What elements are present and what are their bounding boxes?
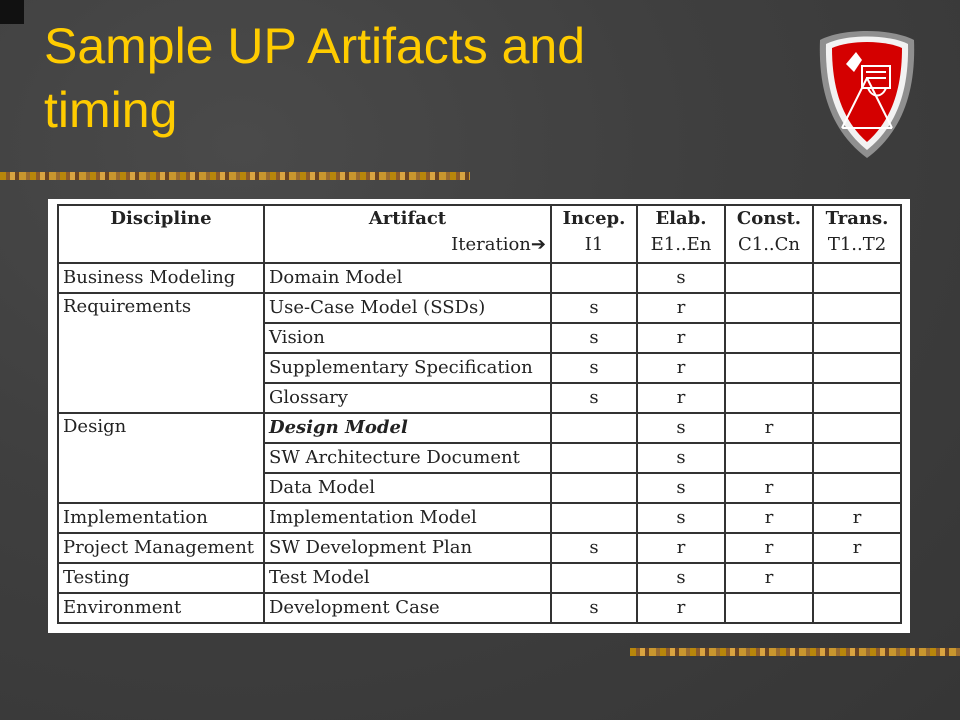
table-row bbox=[58, 563, 901, 593]
incep-cell bbox=[551, 503, 637, 533]
trans-cell bbox=[813, 473, 901, 503]
trans-cell bbox=[813, 383, 901, 413]
trans-cell bbox=[813, 593, 901, 623]
elab-cell: s bbox=[637, 413, 725, 443]
slide-title bbox=[44, 14, 764, 142]
elab-cell: r bbox=[637, 353, 725, 383]
trans-cell bbox=[813, 263, 901, 293]
artifact-cell: Supplementary Specification bbox=[264, 353, 551, 383]
discipline-cell: Project Management bbox=[58, 533, 264, 563]
header-incep: Incep. I1 bbox=[551, 205, 637, 263]
discipline-cell: Implementation bbox=[58, 503, 264, 533]
decorative-rule-bottom bbox=[630, 648, 960, 656]
const-cell bbox=[725, 593, 813, 623]
discipline-cell: Environment bbox=[58, 593, 264, 623]
table-header-row bbox=[58, 205, 901, 263]
arrow-right-icon: ➔ bbox=[530, 234, 546, 255]
const-cell bbox=[725, 383, 813, 413]
artifact-cell: SW Architecture Document bbox=[264, 443, 551, 473]
incep-cell bbox=[551, 413, 637, 443]
incep-cell: s bbox=[551, 323, 637, 353]
discipline-cell: Design bbox=[58, 413, 264, 503]
elab-cell: r bbox=[637, 383, 725, 413]
incep-cell bbox=[551, 563, 637, 593]
table-row bbox=[58, 293, 901, 323]
trans-cell: r bbox=[813, 503, 901, 533]
artifact-cell: Vision bbox=[264, 323, 551, 353]
table-row bbox=[58, 413, 901, 443]
artifact-cell: Test Model bbox=[264, 563, 551, 593]
incep-cell: s bbox=[551, 593, 637, 623]
elab-cell: s bbox=[637, 473, 725, 503]
const-cell: r bbox=[725, 533, 813, 563]
artifact-cell: Data Model bbox=[264, 473, 551, 503]
trans-cell bbox=[813, 353, 901, 383]
elab-cell: r bbox=[637, 533, 725, 563]
header-const: Const. C1..Cn bbox=[725, 205, 813, 263]
incep-cell bbox=[551, 263, 637, 293]
corner-square bbox=[0, 0, 24, 24]
artifact-cell: Development Case bbox=[264, 593, 551, 623]
header-iteration: Iteration➔ bbox=[451, 234, 546, 255]
const-cell bbox=[725, 353, 813, 383]
table-row bbox=[58, 503, 901, 533]
trans-cell bbox=[813, 293, 901, 323]
const-cell bbox=[725, 443, 813, 473]
table-row bbox=[58, 263, 901, 293]
header-trans: Trans. T1..T2 bbox=[813, 205, 901, 263]
trans-cell bbox=[813, 563, 901, 593]
const-cell bbox=[725, 263, 813, 293]
artifact-cell: Design Model bbox=[264, 413, 551, 443]
elab-cell: r bbox=[637, 293, 725, 323]
artifact-cell: Use-Case Model (SSDs) bbox=[264, 293, 551, 323]
incep-cell: s bbox=[551, 383, 637, 413]
artifact-cell: SW Development Plan bbox=[264, 533, 551, 563]
const-cell bbox=[725, 323, 813, 353]
artifacts-table-panel bbox=[48, 199, 910, 633]
const-cell: r bbox=[725, 413, 813, 443]
trans-cell bbox=[813, 443, 901, 473]
discipline-cell: Business Modeling bbox=[58, 263, 264, 293]
incep-cell: s bbox=[551, 353, 637, 383]
trans-cell: r bbox=[813, 533, 901, 563]
incep-cell: s bbox=[551, 533, 637, 563]
elab-cell: s bbox=[637, 443, 725, 473]
header-discipline: Discipline bbox=[58, 205, 264, 263]
incep-cell: s bbox=[551, 293, 637, 323]
table-row bbox=[58, 533, 901, 563]
trans-cell bbox=[813, 323, 901, 353]
artifacts-table bbox=[57, 204, 902, 624]
const-cell: r bbox=[725, 503, 813, 533]
elab-cell: r bbox=[637, 593, 725, 623]
const-cell: r bbox=[725, 473, 813, 503]
decorative-rule-top bbox=[0, 172, 470, 180]
elab-cell: s bbox=[637, 563, 725, 593]
header-artifact: Artifact Iteration➔ bbox=[264, 205, 551, 263]
discipline-cell: Testing bbox=[58, 563, 264, 593]
header-elab: Elab. E1..En bbox=[637, 205, 725, 263]
const-cell bbox=[725, 293, 813, 323]
elab-cell: r bbox=[637, 323, 725, 353]
shield-crest-icon bbox=[812, 22, 922, 162]
title-line-2: timing bbox=[44, 82, 178, 138]
incep-cell bbox=[551, 473, 637, 503]
elab-cell: s bbox=[637, 263, 725, 293]
const-cell: r bbox=[725, 563, 813, 593]
artifact-cell: Domain Model bbox=[264, 263, 551, 293]
trans-cell bbox=[813, 413, 901, 443]
title-line-1: Sample UP Artifacts and bbox=[44, 18, 586, 74]
elab-cell: s bbox=[637, 503, 725, 533]
discipline-cell: Requirements bbox=[58, 293, 264, 413]
artifact-cell: Glossary bbox=[264, 383, 551, 413]
artifact-cell: Implementation Model bbox=[264, 503, 551, 533]
incep-cell bbox=[551, 443, 637, 473]
table-row bbox=[58, 593, 901, 623]
